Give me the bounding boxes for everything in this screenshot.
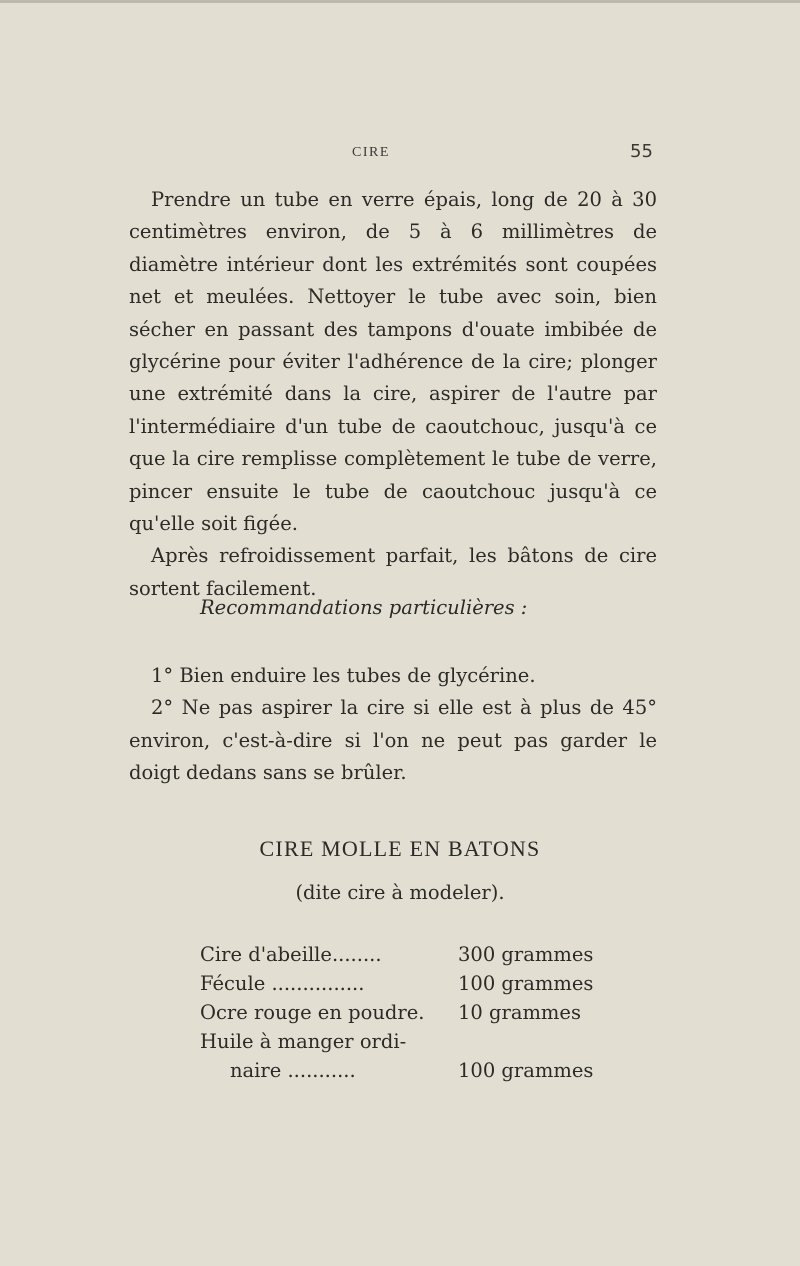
paragraph-1: Prendre un tube en verre épais, long de 20 à 30 centimètres environ, de 5 à 6 millimètres de diamètre intérieur dont les extrémités sont coupées net et meulées. Nettoyer le tube avec soin, bien sécher en passant des tampons d'ouate imbibée de glycérine pour éviter l'adhérence de la cire; plonger une extrémité dans la cire, aspirer de l'autre par l'intermédiaire d'un tube de caoutchouc, jusqu'à ce que la cire remplisse complètement le tube de verre, pincer ensuite le tube de caoutchouc jusqu'à ce qu'elle soit figée. bbox=[129, 188, 657, 536]
recipe-row bbox=[200, 969, 630, 998]
recipe-item: naire ........... bbox=[230, 1059, 356, 1082]
recommendations-title: Recommandations particulières : bbox=[200, 596, 528, 619]
recipe-quantity: 300 grammes bbox=[458, 943, 594, 966]
recipe-quantity: 100 grammes bbox=[458, 1059, 594, 1082]
recipe-item: Ocre rouge en poudre. bbox=[200, 1001, 425, 1024]
recipe-table bbox=[200, 940, 630, 1085]
section-subtitle: (dite cire à modeler). bbox=[295, 881, 505, 904]
recipe-item: Huile à manger ordi- bbox=[200, 1030, 407, 1053]
recipe-row bbox=[200, 1056, 630, 1085]
recipe-row bbox=[200, 940, 630, 969]
recipe-quantity: 10 grammes bbox=[458, 1001, 581, 1024]
page-edge bbox=[0, 0, 800, 3]
recipe-row bbox=[200, 1027, 630, 1056]
recipe-quantity: 100 grammes bbox=[458, 972, 594, 995]
paragraph-2: Après refroidissement parfait, les bâtons de cire sortent facilement. bbox=[129, 544, 657, 600]
recipe-item: Cire d'abeille........ bbox=[200, 943, 382, 966]
running-head bbox=[0, 141, 800, 165]
body-text bbox=[129, 184, 657, 605]
running-title: CIRE bbox=[352, 145, 390, 160]
recipe-row bbox=[200, 998, 630, 1027]
recommendations-list bbox=[129, 660, 657, 790]
page-number: 55 bbox=[630, 141, 653, 162]
recommendation-item-1: 1° Bien enduire les tubes de glycérine. bbox=[151, 664, 536, 687]
section-title: CIRE MOLLE EN BATONS bbox=[259, 836, 541, 861]
recommendation-item-2: 2° Ne pas aspirer la cire si elle est à plus de 45° environ, c'est-à-dire si l'on ne peut pas garder le doigt dedans sans se brûler. bbox=[129, 696, 657, 785]
recipe-item: Fécule ............... bbox=[200, 972, 365, 995]
